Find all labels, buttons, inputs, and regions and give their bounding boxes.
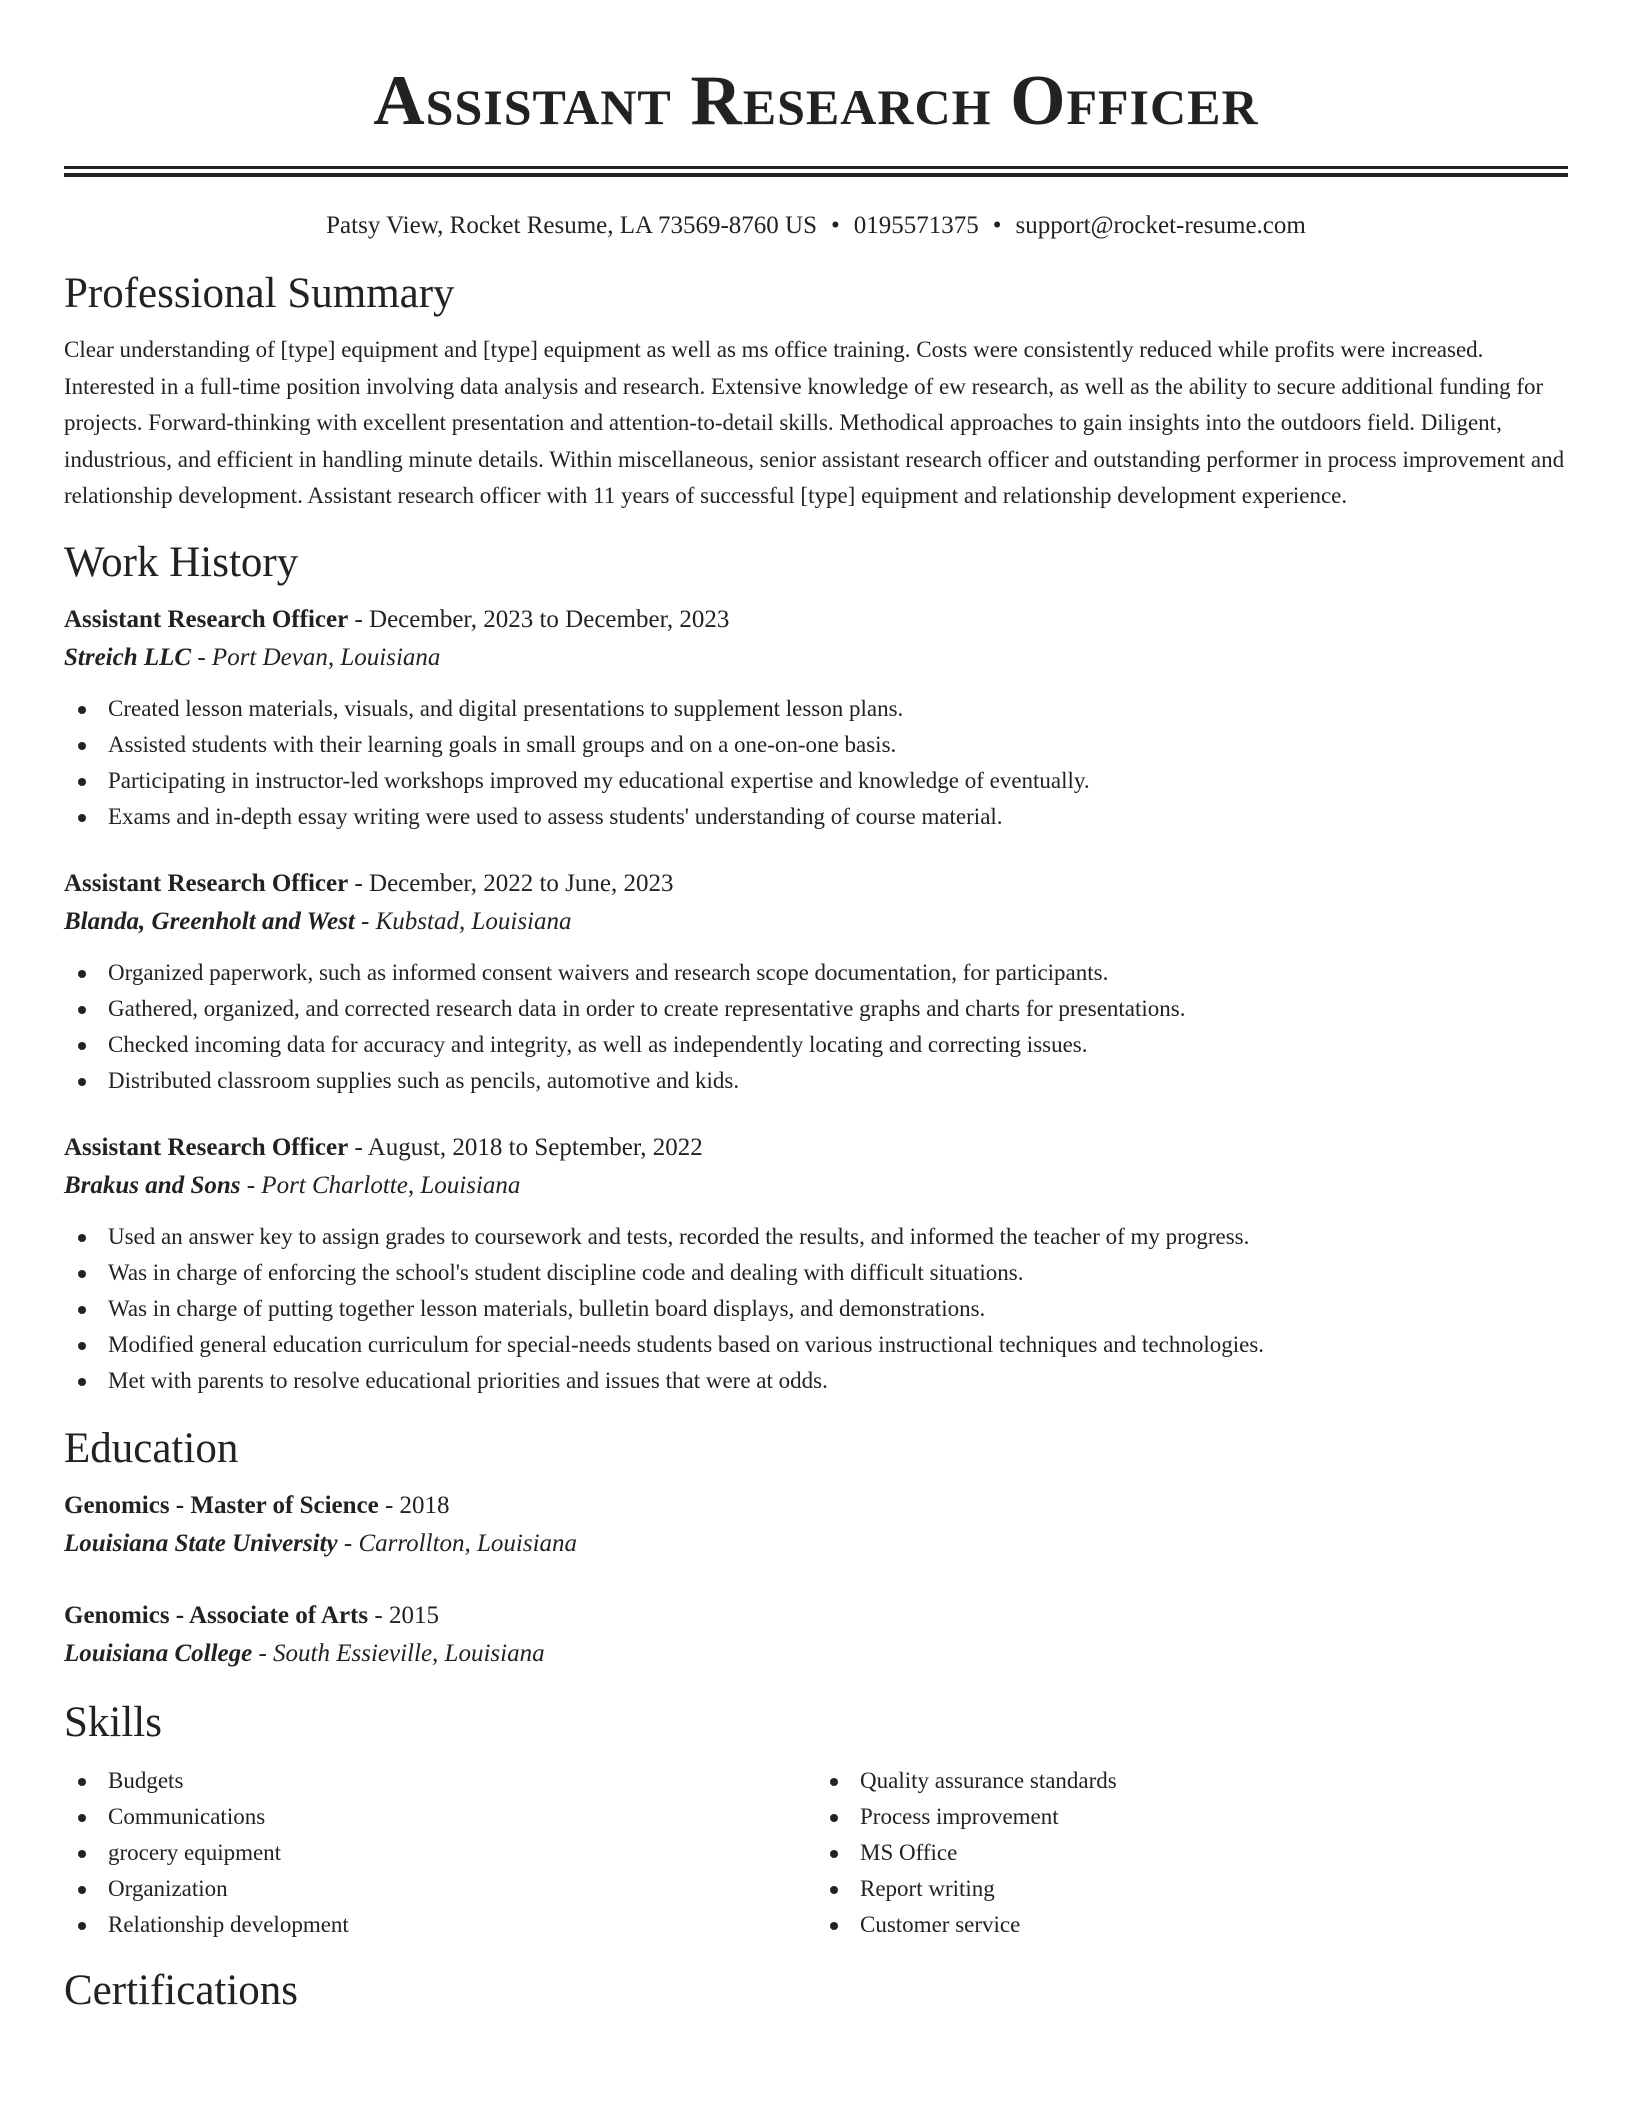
title-divider [64,166,1568,177]
bullet-icon [830,1850,838,1858]
bullet-icon [78,706,86,714]
job-entry [64,865,1568,1099]
summary-section [64,268,1568,515]
job-dates: - August, 2018 to September, 2022 [348,1133,703,1161]
list-item [108,1291,1568,1327]
list-item-text: Used an answer key to assign grades to coursework and tests, recorded the results, and informed the teacher of my progress. [108,1223,1250,1249]
job-bullets [64,691,1568,835]
list-item [108,1327,1568,1363]
skills-section [64,1697,1568,1943]
list-item [108,955,1568,991]
section-title-skills: Skills [64,1698,162,1746]
section-title-education: Education [64,1424,239,1472]
work-section [64,537,1568,1399]
skills-list-left [64,1763,816,1943]
job-company: Blanda, Greenholt and West [64,907,355,935]
skill-item: Relationship development [108,1911,349,1937]
bullet-icon [830,1778,838,1786]
bullet-icon [78,1342,86,1350]
bullet-icon [78,970,86,978]
job-title: Assistant Research Officer [64,869,349,897]
job-company-line [64,639,1568,677]
list-item [860,1799,1568,1835]
bullet-icon [78,1778,86,1786]
list-item [108,1871,816,1907]
resume-page [64,0,1568,2017]
skill-item: Budgets [108,1767,184,1793]
skills-columns [64,1763,1568,1943]
job-heading [64,601,1568,639]
contact-line [64,210,1568,242]
job-title: Assistant Research Officer [64,605,349,633]
education-degree: Genomics - Associate of Arts [64,1601,369,1629]
bullet-icon [78,1270,86,1278]
list-item [108,1763,816,1799]
list-item [108,1799,816,1835]
education-entry [64,1487,1568,1563]
job-company: Brakus and Sons [64,1171,241,1199]
bullet-icon [78,778,86,786]
list-item [860,1835,1568,1871]
education-school-line [64,1635,1568,1673]
job-location: - Port Devan, Louisiana [191,643,441,671]
section-title-certifications: Certifications [64,1966,299,2014]
list-item-text: Exams and in-depth essay writing were used to assess students' understanding of course material. [108,803,1003,829]
list-item [108,691,1568,727]
job-company: Streich LLC [64,643,192,671]
list-item [108,1907,816,1943]
education-year: - 2018 [378,1491,450,1519]
list-item [108,991,1568,1027]
list-item [108,1835,816,1871]
list-item [860,1763,1568,1799]
bullet-icon [830,1886,838,1894]
bullet-icon [78,1234,86,1242]
list-item-text: Checked incoming data for accuracy and integrity, as well as independently locating and correcting issues. [108,1031,1088,1057]
list-item-text: Gathered, organized, and corrected research data in order to create representative graphs and charts for presentations. [108,995,1186,1021]
list-item [108,799,1568,835]
contact-address: Patsy View, Rocket Resume, LA 73569-8760 US [326,212,817,239]
section-title-work: Work History [64,538,299,586]
list-item-text: Organized paperwork, such as informed consent waivers and research scope documentation, for participants. [108,959,1109,985]
job-dates: - December, 2023 to December, 2023 [348,605,730,633]
list-item [860,1907,1568,1943]
bullet-icon [78,1306,86,1314]
list-item-text: Met with parents to resolve educational priorities and issues that were at odds. [108,1367,828,1393]
list-item [860,1871,1568,1907]
bullet-icon [830,1922,838,1930]
job-dates: - December, 2022 to June, 2023 [348,869,674,897]
bullet-icon [78,814,86,822]
job-bullets [64,955,1568,1099]
bullet-icon [78,1378,86,1386]
summary-text: Clear understanding of [type] equipment and [type] equipment as well as ms office training. Costs were consistently reduced while profits were increased. Interested in a full-time position involving data analysis and research. Extensive knowledge of ew research, as well as the ability to secure additional funding for projects. Forward-thinking with excellent presentation and attention-to-detail skills. Methodical approaches to gain insights into the outdoors field. Diligent, industrious, and efficient in handling minute details. Within miscellaneous, senior assistant research officer and outstanding performer in process improvement and relationship development. Assistant research officer with 11 years of successful [type] equipment and relationship development experience. [64,337,1565,508]
skill-item: Communications [108,1803,266,1829]
list-item-text: Was in charge of putting together lesson materials, bulletin board displays, and demonstrations. [108,1295,986,1321]
education-school: Louisiana College [64,1639,253,1667]
job-title: Assistant Research Officer [64,1133,349,1161]
contact-phone: 0195571375 [853,212,979,239]
list-item [108,727,1568,763]
list-item-text: Modified general education curriculum for special-needs students based on various instructional techniques and technologies. [108,1331,1265,1357]
list-item [108,763,1568,799]
list-item-text: Distributed classroom supplies such as pencils, automotive and kids. [108,1067,740,1093]
bullet-icon [78,1078,86,1086]
education-year: - 2015 [368,1601,439,1629]
job-heading [64,865,1568,903]
education-entry [64,1597,1568,1673]
job-heading [64,1129,1568,1167]
bullet-icon [78,742,86,750]
education-section [64,1423,1568,1673]
contact-email: support@rocket-resume.com [1015,212,1306,239]
list-item [108,1219,1568,1255]
bullet-icon [78,1814,86,1822]
list-item-text: Was in charge of enforcing the school's student discipline code and dealing with difficult situations. [108,1259,1024,1285]
skill-item: grocery equipment [108,1839,282,1865]
section-title-summary: Professional Summary [64,270,455,317]
contact-separator: • [831,212,840,239]
list-item-text: Participating in instructor-led workshops improved my educational expertise and knowledge of eventually. [108,767,1090,793]
job-location: - Kubstad, Louisiana [354,907,572,935]
education-heading [64,1487,1568,1525]
education-school-line [64,1525,1568,1563]
bullet-icon [830,1814,838,1822]
skill-item: Report writing [860,1875,995,1901]
job-location: - Port Charlotte, Louisiana [240,1171,521,1199]
education-location: - Carrollton, Louisiana [337,1529,578,1557]
list-item-text: Created lesson materials, visuals, and digital presentations to supplement lesson plans. [108,695,904,721]
skills-list-right [816,1763,1568,1943]
bullet-icon [78,1886,86,1894]
skill-item: Process improvement [860,1803,1059,1829]
list-item [108,1063,1568,1099]
education-location: - South Essieville, Louisiana [252,1639,545,1667]
list-item-text: Assisted students with their learning goals in small groups and on a one-on-one basis. [108,731,897,757]
job-entry [64,1129,1568,1399]
list-item [108,1255,1568,1291]
bullet-icon [78,1922,86,1930]
bullet-icon [78,1042,86,1050]
education-degree: Genomics - Master of Science [64,1491,379,1519]
job-company-line [64,903,1568,941]
bullet-icon [78,1850,86,1858]
skill-item: Customer service [860,1911,1021,1937]
education-school: Louisiana State University [64,1529,338,1557]
bullet-icon [78,1006,86,1014]
job-entry [64,601,1568,835]
list-item [108,1363,1568,1399]
education-heading [64,1597,1568,1635]
job-company-line [64,1167,1568,1205]
list-item [108,1027,1568,1063]
certifications-section [64,1965,1568,2017]
skill-item: Organization [108,1875,228,1901]
skill-item: MS Office [860,1839,958,1865]
job-bullets [64,1219,1568,1399]
resume-title: Assistant Research Officer [373,62,1259,140]
skill-item: Quality assurance standards [860,1767,1117,1793]
contact-separator: • [992,212,1002,239]
